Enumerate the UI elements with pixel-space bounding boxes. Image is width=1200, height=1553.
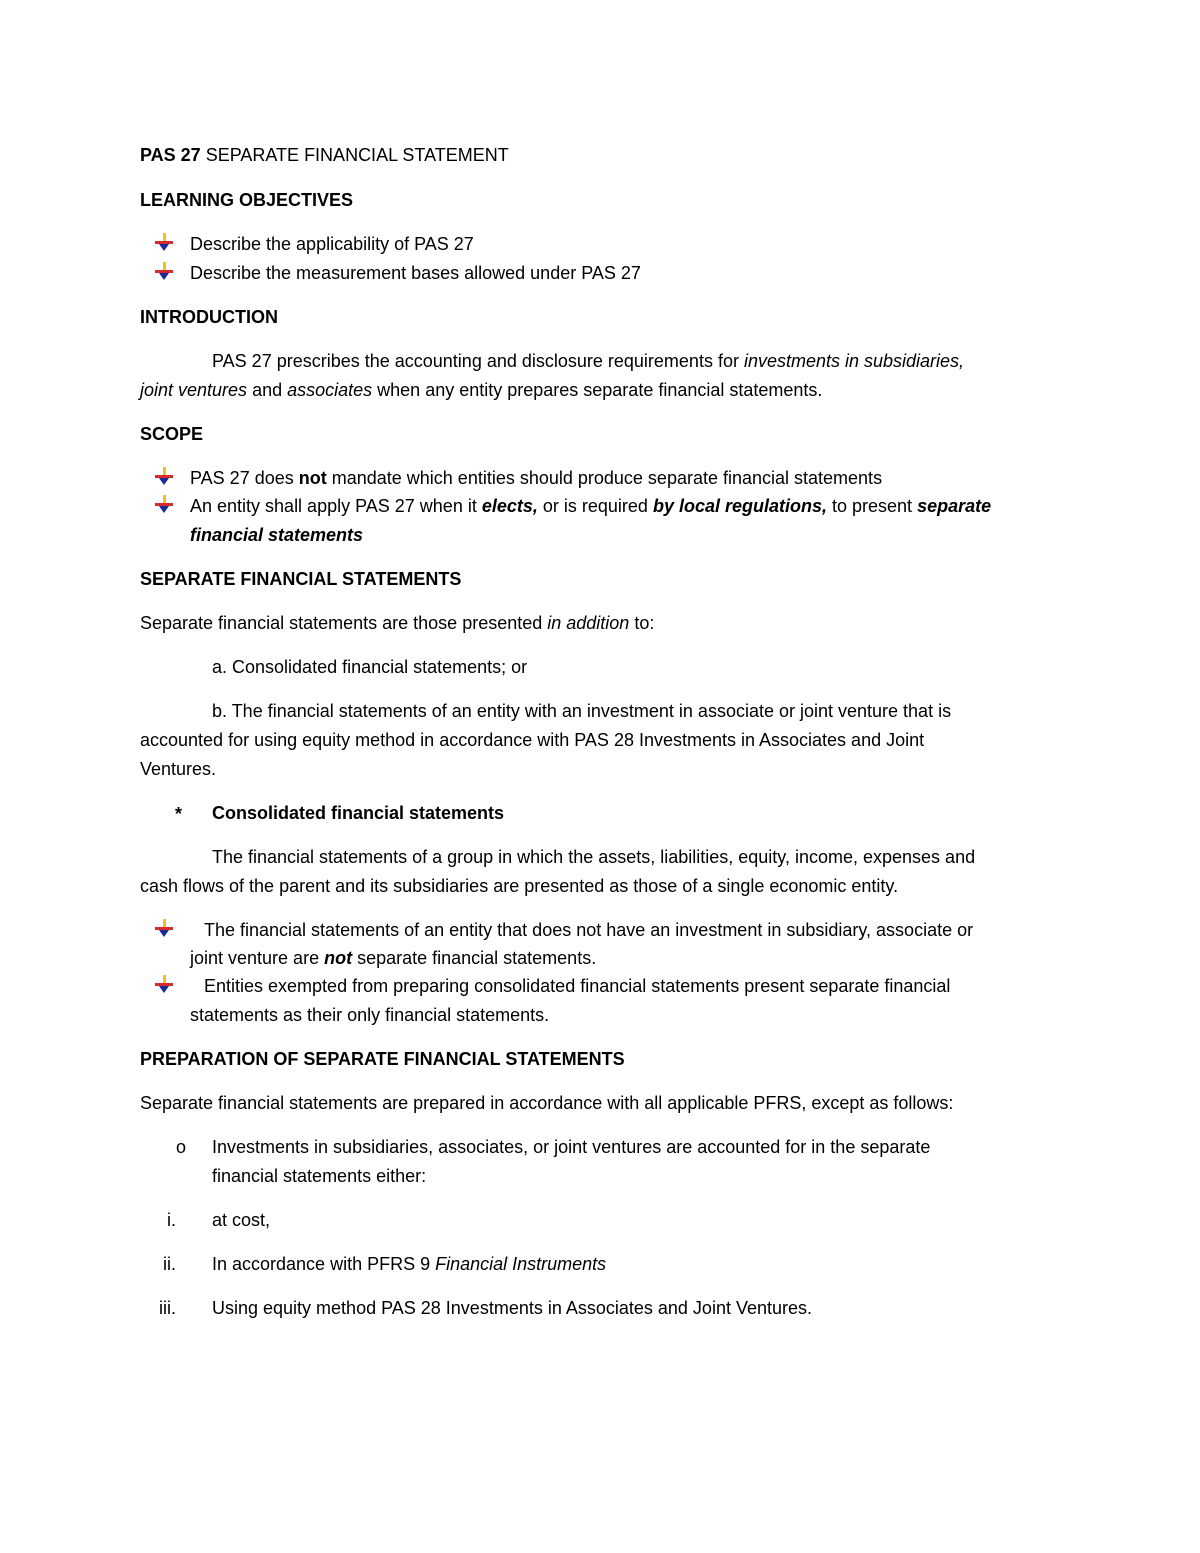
separate-fs-item-a: a. Consolidated financial statements; or: [212, 657, 528, 677]
measurement-option: at cost,: [212, 1210, 271, 1230]
preparation-item-continuation: financial statements either:: [212, 1166, 427, 1186]
note-bold-italic: not: [324, 948, 353, 968]
separate-fs-paragraph: [140, 611, 654, 635]
scope-bold-italic: elects,: [481, 496, 538, 516]
scope-heading: SCOPE: [140, 424, 204, 444]
consolidated-fs-heading: Consolidated financial statements: [212, 803, 505, 823]
note-item: The financial statements of an entity that does not have an investment in subsidiary, associate or: [204, 920, 974, 940]
scope-text: or is required: [537, 496, 653, 516]
intro-italic: joint ventures: [140, 380, 248, 400]
circle-bullet-icon: o: [176, 1137, 187, 1157]
consolidated-fs-line-2: cash flows of the parent and its subsidiaries are presented as those of a single economic entity.: [140, 876, 899, 896]
preparation-heading: PREPARATION OF SEPARATE FINANCIAL STATEMENTS: [140, 1049, 625, 1069]
separate-fs-item-b-cont: accounted for using equity method in accordance with PAS 28 Investments in Associates and Joint: [140, 730, 925, 750]
scope-bold-italic: by local regulations,: [652, 496, 827, 516]
scope-bold-italic: separate: [917, 496, 992, 516]
intro-text: PAS 27 prescribes the accounting and disclosure requirements for: [212, 351, 744, 371]
arrow-bullet-icon: [155, 262, 173, 280]
note-item: Entities exempted from preparing consolidated financial statements present separate financial: [204, 976, 951, 996]
title-bold: PAS 27: [140, 145, 201, 165]
introduction-line-1: [212, 349, 964, 373]
scope-item: [190, 466, 882, 490]
separate-fs-item-b: b. The financial statements of an entity with an investment in associate or joint venture that is: [212, 701, 952, 721]
roman-numeral: ii.: [163, 1254, 176, 1274]
intro-italic: investments in subsidiaries,: [743, 351, 965, 371]
arrow-bullet-icon: [155, 495, 173, 513]
note-text: joint venture are: [190, 948, 325, 968]
arrow-bullet-icon: [155, 233, 173, 251]
scope-text: to present: [827, 496, 918, 516]
measurement-option: Using equity method PAS 28 Investments in Associates and Joint Ventures.: [212, 1298, 813, 1318]
arrow-bullet-icon: [155, 467, 173, 485]
sfs-text: to:: [629, 613, 655, 633]
introduction-line-2: [140, 378, 822, 402]
scope-text: PAS 27 does: [190, 468, 299, 488]
roman-numeral: i.: [167, 1210, 176, 1230]
intro-text: and: [247, 380, 288, 400]
objective-item: Describe the measurement bases allowed under PAS 27: [190, 263, 641, 283]
title-rest: SEPARATE FINANCIAL STATEMENT: [200, 145, 509, 165]
scope-item: [190, 494, 991, 518]
option-text: In accordance with PFRS 9: [212, 1254, 436, 1274]
sfs-text: Separate financial statements are those presented: [140, 613, 548, 633]
preparation-item: Investments in subsidiaries, associates, or joint ventures are accounted for in the separate: [212, 1137, 931, 1157]
scope-bold: not: [298, 468, 327, 488]
note-text: separate financial statements.: [352, 948, 597, 968]
separate-fs-heading: SEPARATE FINANCIAL STATEMENTS: [140, 569, 462, 589]
intro-italic: associates: [287, 380, 373, 400]
scope-text: An entity shall apply PAS 27 when it: [190, 496, 482, 516]
measurement-option: [212, 1252, 606, 1276]
objective-item: Describe the applicability of PAS 27: [190, 234, 474, 254]
scope-text: mandate which entities should produce separate financial statements: [326, 468, 883, 488]
learning-objectives-heading: LEARNING OBJECTIVES: [140, 190, 354, 210]
intro-text: when any entity prepares separate financial statements.: [372, 380, 823, 400]
scope-item-continuation: financial statements: [190, 525, 364, 545]
consolidated-fs-line-1: The financial statements of a group in which the assets, liabilities, equity, income, expenses and: [212, 847, 976, 867]
preparation-intro: Separate financial statements are prepared in accordance with all applicable PFRS, except as follows:: [140, 1093, 954, 1113]
arrow-bullet-icon: [155, 919, 173, 937]
note-item-continuation: [190, 946, 596, 970]
roman-numeral: iii.: [159, 1298, 176, 1318]
separate-fs-item-b-cont: Ventures.: [140, 759, 217, 779]
sfs-italic: in addition: [547, 613, 630, 633]
introduction-heading: INTRODUCTION: [140, 307, 278, 327]
document-title: [140, 143, 509, 167]
asterisk-bullet-icon: *: [175, 804, 183, 824]
option-italic: Financial Instruments: [435, 1254, 607, 1274]
note-item-continuation: statements as their only financial statements.: [190, 1005, 550, 1025]
arrow-bullet-icon: [155, 975, 173, 993]
